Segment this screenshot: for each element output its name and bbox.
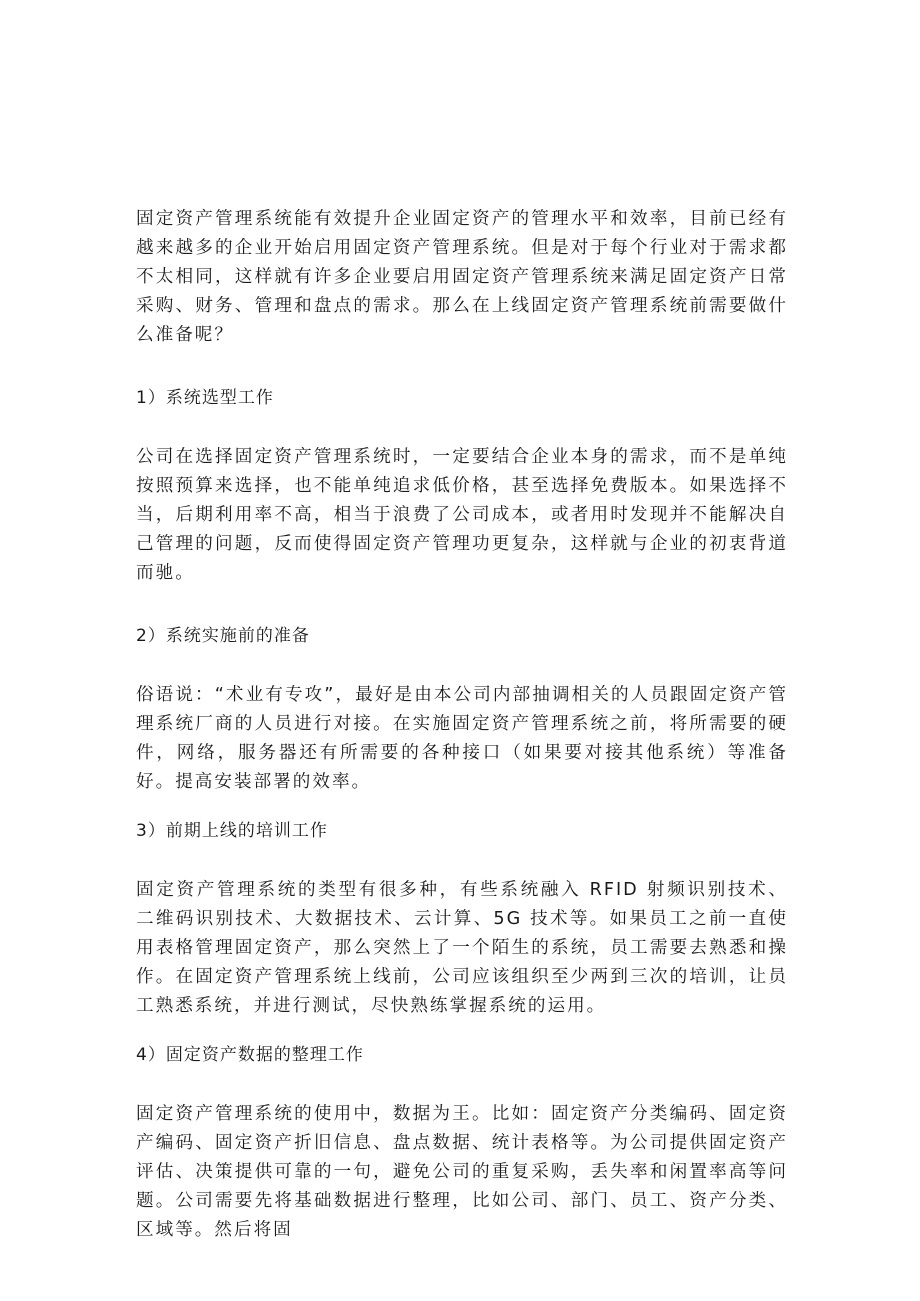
spacer	[136, 1070, 788, 1100]
section-heading-2: 2）系统实施前的准备	[136, 626, 310, 646]
spacer	[136, 350, 788, 384]
section-body-3: 固定资产管理系统的类型有很多种，有些系统融入 RFID 射频识别技术、二维码识别技术、大数据技术、云计算、5G 技术等。如果员工之前一直使用表格管理固定资产，那么突然上了一个陌生的系统，员工需要去熟悉和操作。在固定资产管理系统上线前，公司应该组织至少两到三次的培训，让员工熟悉系统，并进行测试，尽快熟练掌握系统的运用。	[136, 880, 788, 1016]
section-heading-3: 3）前期上线的培训工作	[136, 821, 328, 841]
document-page	[136, 205, 788, 1245]
spacer	[136, 846, 788, 876]
section-body-4: 固定资产管理系统的使用中，数据为王。比如：固定资产分类编码、固定资产编码、固定资产折旧信息、盘点数据、统计表格等。为公司提供固定资产评估、决策提供可靠的一句，避免公司的重复采购，丢失率和闲置率高等问题。公司需要先将基础数据进行整理，比如公司、部门、员工、资产分类、区域等。然后将固	[136, 1104, 788, 1240]
spacer	[136, 588, 788, 622]
spacer	[136, 797, 788, 817]
section-heading-4: 4）固定资产数据的整理工作	[136, 1045, 364, 1065]
intro-paragraph: 固定资产管理系统能有效提升企业固定资产的管理水平和效率，目前已经有越来越多的企业开始启用固定资产管理系统。但是对于每个行业对于需求都不太相同，这样就有许多企业要启用固定资产管理系统来满足固定资产日常采购、财务、管理和盘点的需求。那么在上线固定资产管理系统前需要做什么准备呢？	[136, 209, 788, 345]
section-body-1: 公司在选择固定资产管理系统时，一定要结合企业本身的需求，而不是单纯按照预算来选择，也不能单纯追求低价格，甚至选择免费版本。如果选择不当，后期利用率不高，相当于浪费了公司成本，或者用时发现并不能解决自己管理的问题，反而使得固定资产管理功更复杂，这样就与企业的初衷背道而驰。	[136, 447, 788, 583]
spacer	[136, 1021, 788, 1041]
spacer	[136, 651, 788, 681]
spacer	[136, 413, 788, 443]
section-body-2: 俗语说：“术业有专攻”，最好是由本公司内部抽调相关的人员跟固定资产管理系统厂商的人员进行对接。在实施固定资产管理系统之前，将所需要的硬件，网络，服务器还有所需要的各种接口（如果要对接其他系统）等准备好。提高安装部署的效率。	[136, 685, 788, 792]
section-heading-1: 1）系统选型工作	[136, 388, 274, 408]
